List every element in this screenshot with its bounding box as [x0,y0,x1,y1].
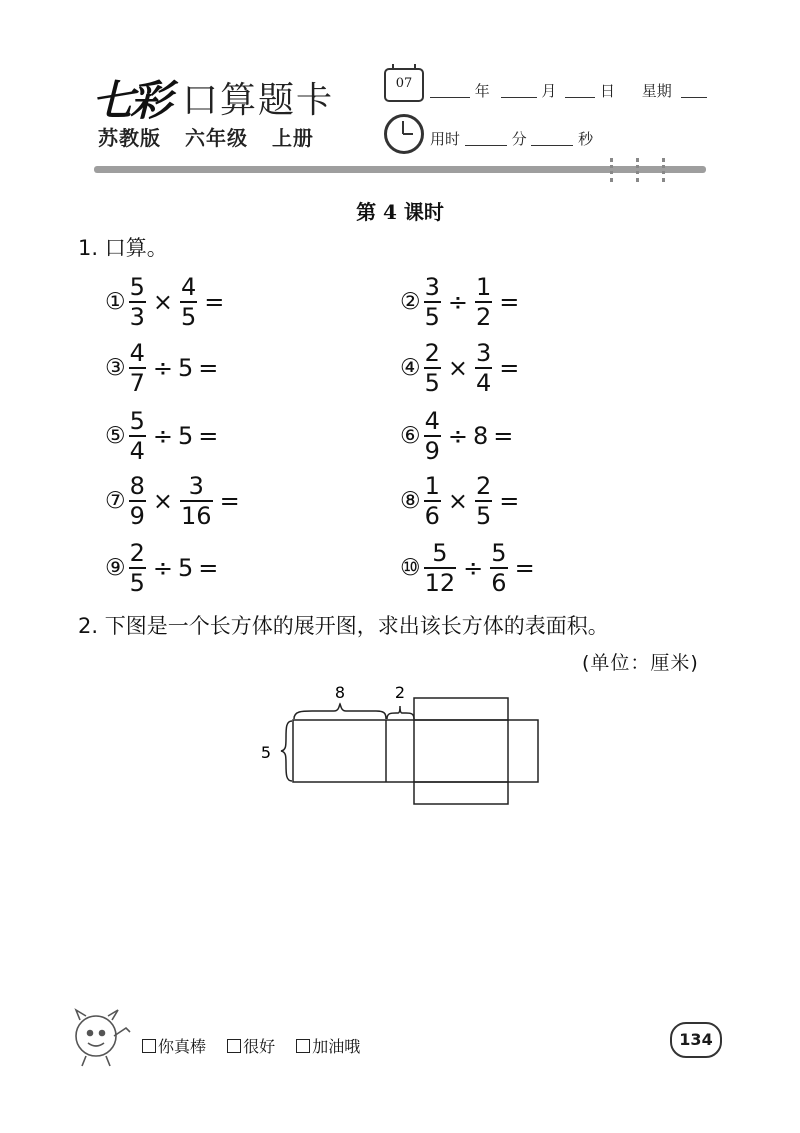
page-number: 134 [670,1022,722,1058]
problem-number: ⑩ [400,555,421,581]
unit-note: (单位：厘米) [582,652,699,674]
problem-item [400,341,524,395]
equals-sign: = [219,487,240,515]
operand: 8 [473,422,489,450]
clock-icon [384,114,424,154]
operator: × [152,288,174,316]
denominator: 5 [424,369,440,397]
day-blank[interactable] [565,97,595,98]
fraction [424,341,441,395]
problem-number: ⑥ [400,423,421,449]
fraction [475,341,492,395]
problem-item [105,341,223,395]
fraction [129,409,146,463]
brand-logo-qicai: 七彩 [92,76,169,125]
fraction [129,541,146,595]
fraction [424,275,441,329]
calendar-icon [384,68,424,102]
denominator: 6 [424,502,440,530]
divider-pin [662,158,668,182]
edition-line [98,122,330,151]
numerator: 3 [424,273,440,301]
problem-item [400,541,540,595]
divider-pin [636,158,642,182]
operator: × [447,354,469,382]
length-brace [294,704,386,719]
operator: ÷ [152,554,174,582]
net-bottom-face [414,782,508,804]
denominator: 4 [129,437,145,465]
numerator: 1 [424,472,440,500]
equals-sign: = [198,554,219,582]
numerator: 4 [129,339,145,367]
denominator: 5 [129,569,145,597]
denominator: 5 [424,303,440,331]
equals-sign: = [499,354,520,382]
problem-number: ⑤ [105,423,126,449]
weekday-label: 星期 [641,82,672,100]
rating-option-great[interactable]: 你真棒 [142,1037,206,1056]
numerator: 2 [424,339,440,367]
day-label: 日 [599,82,615,100]
numerator: 3 [188,472,204,500]
question-1-title: 1. 口算。 [78,236,168,260]
calendar-number: 07 [395,76,413,91]
edition-publisher: 苏教版 [98,126,161,150]
problem-number: ⑨ [105,555,126,581]
denominator: 2 [476,303,492,331]
numerator: 1 [476,273,492,301]
fraction [129,341,146,395]
length-label: 8 [334,683,346,702]
problem-number: ⑧ [400,488,421,514]
numerator: 2 [129,539,145,567]
problem-number: ② [400,289,421,315]
denominator: 12 [424,569,456,597]
minutes-blank[interactable] [465,145,507,146]
numerator: 5 [491,539,507,567]
fraction [129,275,146,329]
fraction [424,474,441,528]
operator: ÷ [463,554,484,582]
numerator: 4 [181,273,197,301]
rating-option-keep-going[interactable]: 加油哦 [296,1037,360,1056]
operand: 5 [178,554,194,582]
problem-item [105,409,223,463]
problem-number: ① [105,289,126,315]
month-blank[interactable] [501,97,537,98]
rating-option-good[interactable]: 很好 [227,1037,275,1056]
operator: ÷ [447,288,469,316]
equals-sign: = [198,422,219,450]
seconds-label: 秒 [578,130,594,148]
problem-number: ③ [105,355,126,381]
year-label: 年 [474,82,490,100]
fraction [490,541,507,595]
question-2-title: 2. 下图是一个长方体的展开图，求出该长方体的表面积。 [78,614,609,638]
lesson-title: 第 4 课时 [356,200,444,224]
fraction [475,474,492,528]
minutes-label: 分 [511,130,527,148]
denominator: 3 [129,303,145,331]
divider-pin [610,158,616,182]
height-brace [281,721,292,781]
equals-sign: = [499,288,520,316]
operator: ÷ [152,422,174,450]
problem-number: ⑦ [105,488,126,514]
operator: ÷ [152,354,174,382]
numerator: 2 [476,472,492,500]
numerator: 5 [129,273,145,301]
equals-sign: = [493,422,514,450]
equals-sign: = [198,354,219,382]
numerator: 5 [129,407,145,435]
mascot-illustration [68,1006,134,1070]
operator: × [152,487,174,515]
problem-item [400,275,524,329]
denominator: 7 [129,369,145,397]
checkbox-icon[interactable] [227,1039,241,1053]
denominator: 6 [491,569,507,597]
fraction [180,474,213,528]
time-fill-line [430,128,593,149]
year-blank[interactable] [430,97,470,98]
fraction [424,409,441,463]
equals-sign: = [514,554,535,582]
net-top-face [414,698,508,720]
denominator: 9 [129,502,145,530]
numerator: 4 [424,407,440,435]
fraction [180,275,197,329]
checkbox-icon[interactable] [296,1039,310,1053]
operand: 5 [178,354,194,382]
width-label: 2 [394,683,406,702]
checkbox-icon[interactable] [142,1039,156,1053]
operator: ÷ [447,422,469,450]
fraction [424,541,457,595]
problem-item [105,541,223,595]
operator: × [447,487,469,515]
problem-item [400,409,518,463]
problem-item [400,474,524,528]
height-label: 5 [260,743,272,762]
numerator: 3 [476,339,492,367]
time-label: 用时 [430,130,461,148]
date-fill-line [430,80,707,101]
cuboid-net-diagram [250,680,550,810]
denominator: 5 [476,502,492,530]
fraction [129,474,146,528]
self-rating-row [142,1034,376,1057]
denominator: 16 [181,502,212,530]
denominator: 5 [181,303,197,331]
denominator: 9 [424,437,440,465]
denominator: 4 [476,369,492,397]
numerator: 8 [129,472,145,500]
equals-sign: = [204,288,225,316]
weekday-blank[interactable] [681,97,707,98]
month-label: 月 [541,82,557,100]
equals-sign: = [499,487,520,515]
numerator: 5 [432,539,448,567]
problem-number: ④ [400,355,421,381]
problem-item [105,275,229,329]
brand-title: 口算题卡 [182,80,335,121]
fraction [475,275,492,329]
width-brace [387,706,414,719]
net-middle-strip [293,720,538,782]
edition-grade: 六年级 [184,126,248,150]
problem-item [105,474,245,528]
operand: 5 [178,422,194,450]
seconds-blank[interactable] [531,145,573,146]
edition-volume: 上册 [271,126,314,150]
